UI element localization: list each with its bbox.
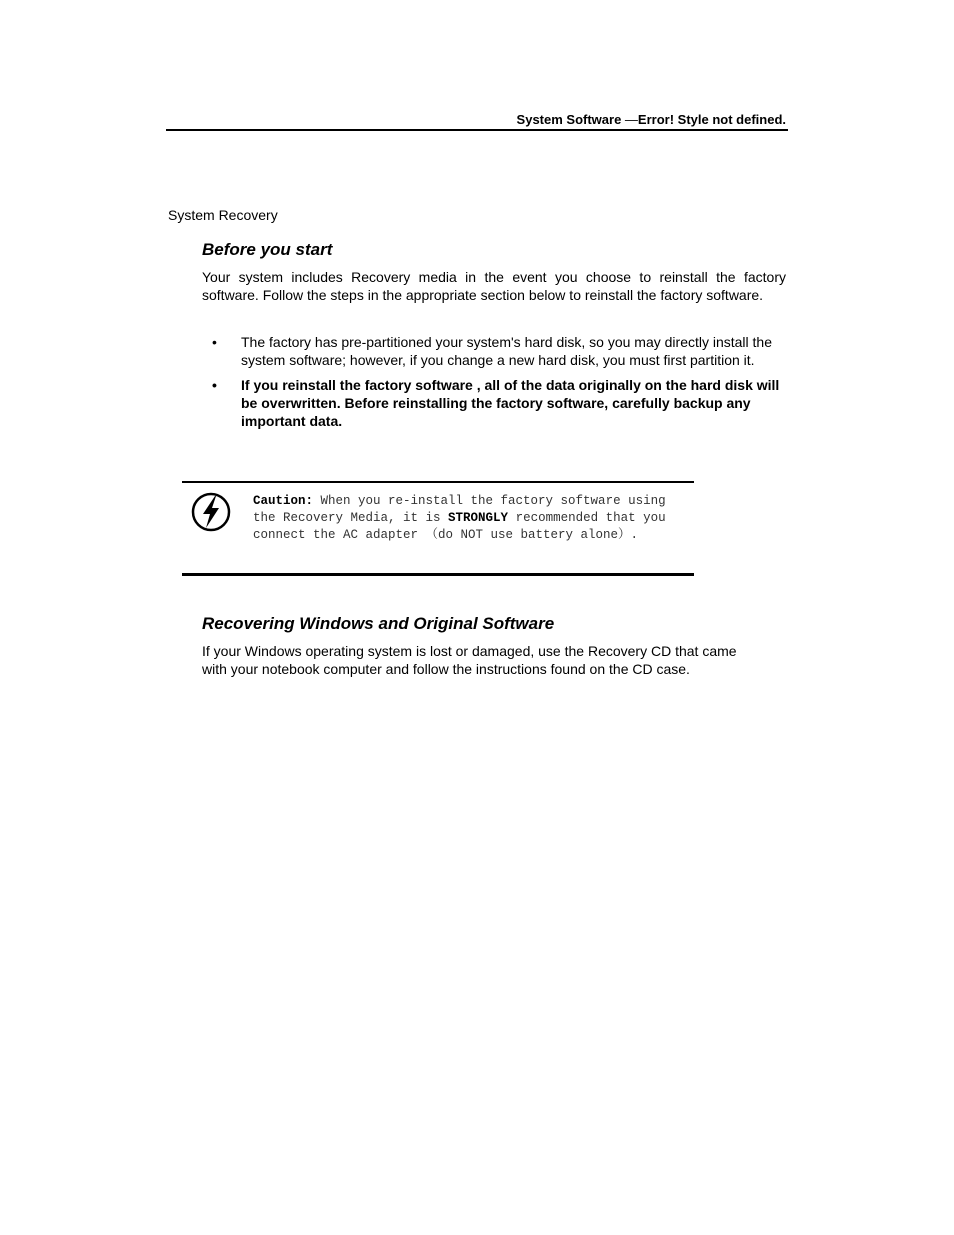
running-header [166,111,786,128]
bullet-icon: • [212,377,217,393]
caution-label: Caution: [253,494,314,508]
header-title-right: Error! Style not defined. [637,112,786,127]
header-rule [166,129,788,131]
before-you-start-bullets [202,333,786,437]
recovering-windows-body: If your Windows operating system is lost or damaged, use the Recovery CD that came with your notebook computer and follow the instructions found on the CD case. [202,643,737,677]
list-item [202,376,786,430]
list-item-text: If you reinstall the factory software , all of the data originally on the hard disk will be overwritten. Before reinstalling the factory software, carefully backup any important data. [241,377,780,429]
caution-box [182,481,694,576]
lightning-bolt-icon [191,492,231,532]
section-label: System Recovery [168,207,278,223]
caution-text [253,493,683,544]
caution-text-part-2: recommended that you connect the AC adapter （do NOT use battery alone）. [253,511,666,542]
list-item-text: The factory has pre-partitioned your system's hard disk, so you may directly install the system software; however, if you change a new hard disk, you must first partition it. [241,334,773,368]
recovering-windows-heading: Recovering Windows and Original Software [202,614,555,633]
caution-emphasis: STRONGLY [448,511,509,525]
before-you-start-heading: Before you start [202,240,333,259]
header-dash: — [624,112,638,127]
caution-text-part-1: When you re-install the factory software using the Recovery Media, it is [253,494,666,525]
header-title-left: System Software [516,112,625,127]
list-item [202,333,786,369]
bullet-icon: • [212,334,217,350]
before-you-start-intro: Your system includes Recovery media in the event you choose to reinstall the factory software. Follow the steps in the appropriate section below to reinstall the factory software. [202,269,786,303]
